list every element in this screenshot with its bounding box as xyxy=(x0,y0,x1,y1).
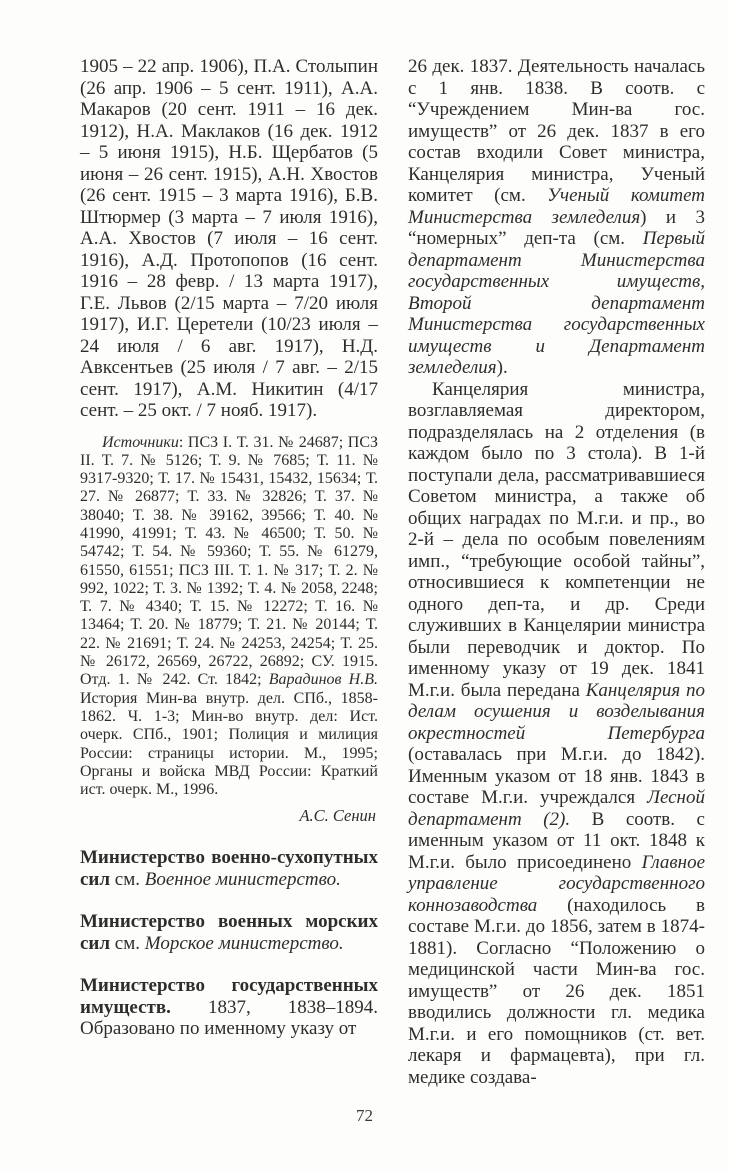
entry-military-naval-forces xyxy=(80,911,378,954)
right-column xyxy=(408,56,705,1088)
text-segment: Министерство военных морских сил xyxy=(80,911,378,954)
text-segment: Канцелярия по делам осушения и возделывания окрестностей Петербурга xyxy=(408,679,705,744)
author-signature: А.С. Сенин xyxy=(299,806,376,826)
text-segment: Военное министерство. xyxy=(144,868,341,890)
text-segment: Источники xyxy=(102,433,179,451)
text-segment: см. xyxy=(110,932,145,954)
ministers-list-paragraph xyxy=(80,56,378,422)
text-segment: Ученый комитет Министерства земледелия xyxy=(408,185,706,228)
state-properties-continuation-paragraph xyxy=(408,56,705,379)
text-segment: : ПСЗ I. Т. 31. № 24687; ПСЗ II. Т. 7. № 5126; Т. 9. № 7685; Т. 11. № 9317-9320; Т. 17. № 15431, 15432, 15634; Т. 27. № 26877; Т. 33. № 32826; Т. 37. № 38040; Т. 38. № 39162, 39566; Т. 40. № 41990, 41991; Т. 43. № 46500; Т. 50. № 54742; Т. 54. № 59360; Т. 55. № 61279, 61550, 61551; ПСЗ III. Т. 1. № 317; Т. 2. № 992, 1022; Т. 3. № 1392; Т. 4. № 2058, 2248; Т. 7. № 4340; Т. 15. № 12272; Т. 16. № 13464; Т. 20. № 18779; Т. 21. № 20144; Т. 22. № 21691; Т. 24. № 24253, 24254; Т. 25. № 26172, 26569, 26722, 26892; СУ. 1915. Отд. 1. № 242. Ст. 1842; xyxy=(80,433,378,689)
text-segment: ). xyxy=(496,357,508,378)
text-segment: (находилось в составе М.г.и. до 1856, затем в 1874-1881). Согласно “Положению о медицинской части Мин-ва гос. имуществ” от 26 дек. 1851 вводились должности гл. медика М.г.и. и его помощников (ст. вет. лекаря и фармацевта), при гл. медике создава- xyxy=(408,894,705,1088)
text-segment: 1837, 1838–1894. Образовано по именному указу от xyxy=(80,996,378,1040)
entry-state-properties-ministry xyxy=(80,975,378,1040)
text-segment: Министерство военно-сухопутных сил xyxy=(80,847,378,890)
text-segment: 26 дек. 1837. Деятельность началась с 1 янв. 1838. В соотв. с “Учреждением Мин-ва гос. имуществ” от 26 дек. 1837 в его состав входили Совет министра, Канцелярия министра, Ученый комитет (см. xyxy=(408,56,705,206)
text-segment: Министерство государственных имуществ. xyxy=(80,975,378,1018)
text-segment: История Мин-ва внутр. дел. СПб., 1858-1862. Ч. 1-3; Мин-во внутр. дел: Ист. очерк. СПб., 1901; Полиция и милиция России: страницы истории. М., 1995; Органы и войска МВД России: Краткий ист. очерк. М., 1996. xyxy=(80,689,378,799)
text-segment: Первый департамент Министерства государственных имуществ, Второй департамент Министерства государственных имуществ и Департамент земледелия xyxy=(408,228,705,378)
entry-military-land-forces xyxy=(80,847,378,890)
text-segment: 1905 – 22 апр. 1906), П.А. Столыпин (26 апр. 1906 – 5 сент. 1911), А.А. Макаров (20 сент. 1911 – 16 дек. 1912), Н.А. Маклаков (16 дек. 1912 – 5 июня 1915), Н.Б. Щербатов (5 июня – 26 сент. 1915), А.Н. Хвостов (26 сент. 1915 – 3 марта 1916), Б.В. Штюрмер (3 марта – 7 июля 1916), А.А. Хвостов (7 июля – 16 сент. 1916), А.Д. Протопопов (16 сент. 1916 – 28 февр. / 13 марта 1917), Г.Е. Львов (2/15 марта – 7/20 июля 1917), И.Г. Церетели (10/23 июля – 24 июля / 6 авг. 1917), Н.Д. Авксентьев (25 июля / 7 авг. – 2/15 сент. 1917), А.М. Никитин (4/17 сент. – 25 окт. / 7 нояб. 1917). xyxy=(80,56,378,421)
text-segment: ) и 3 “номерных” деп-та (см. xyxy=(408,206,706,249)
text-segment: Морское министерство. xyxy=(144,932,344,954)
text-segment: Канцелярия министра, возглавляемая директором, подразделялась на 2 отделения (в каждом было по 3 стола). В 1-й поступали дела, рассматривавшиеся Советом министра, а также об общих наградах по М.г.и. и пр., во 2-й – дела по особым повелениям имп., “требующие особой тайны”, относившиеся к компетенции не одного деп-та, и др. Среди служивших в Канцелярии министра были переводчик и доктор. По именному указу от 19 дек. 1841 М.г.и. была передана xyxy=(408,378,705,701)
text-segment: см. xyxy=(110,868,145,890)
sources-paragraph xyxy=(80,434,378,800)
text-segment: В соотв. с именным указом от 11 окт. 1848 к М.г.и. было присоединено xyxy=(408,808,705,873)
text-segment: Главное управление государственного коннозаводства xyxy=(408,851,705,916)
chancellery-paragraph xyxy=(408,379,705,1089)
text-segment: (оставалась при М.г.и. до 1842). Именным указом от 18 янв. 1843 в составе М.г.и. учреждался xyxy=(408,744,705,808)
left-column xyxy=(80,56,378,1040)
text-segment: Лесной департамент (2). xyxy=(408,787,705,830)
text-segment: Варадинов Н.В. xyxy=(268,671,379,689)
page-number: 72 xyxy=(356,1106,373,1125)
